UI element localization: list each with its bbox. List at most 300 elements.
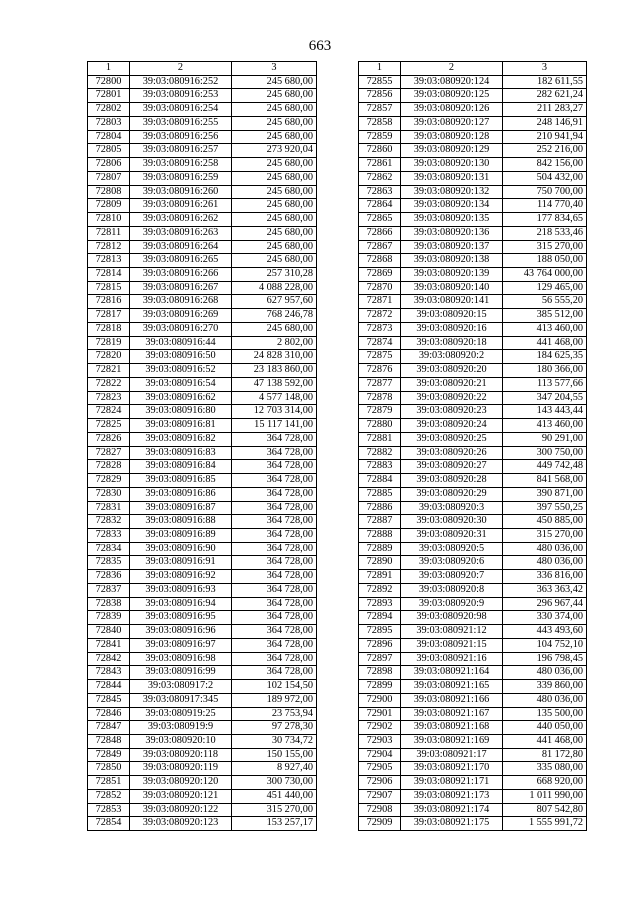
cell-row-number: 72865	[359, 213, 401, 227]
cell-value: 1 555 991,72	[503, 817, 587, 831]
table-row	[88, 254, 317, 268]
cell-value: 245 680,00	[232, 240, 317, 254]
cell-value: 218 533,46	[503, 226, 587, 240]
cell-row-number: 72823	[88, 391, 130, 405]
cell-cadastral-number: 39:03:080916:94	[130, 597, 232, 611]
cell-value: 364 728,00	[232, 460, 317, 474]
cell-value: 245 680,00	[232, 171, 317, 185]
table-row	[359, 322, 587, 336]
cell-cadastral-number: 39:03:080921:15	[401, 638, 503, 652]
cell-cadastral-number: 39:03:080916:92	[130, 570, 232, 584]
cell-cadastral-number: 39:03:080916:85	[130, 474, 232, 488]
cell-row-number: 72889	[359, 542, 401, 556]
cell-row-number: 72807	[88, 171, 130, 185]
cell-cadastral-number: 39:03:080919:25	[130, 707, 232, 721]
cell-cadastral-number: 39:03:080920:128	[401, 130, 503, 144]
cell-row-number: 72895	[359, 625, 401, 639]
table-row	[88, 281, 317, 295]
cell-cadastral-number: 39:03:080919:9	[130, 721, 232, 735]
cell-row-number: 72894	[359, 611, 401, 625]
table-row	[359, 199, 587, 213]
cell-cadastral-number: 39:03:080920:141	[401, 295, 503, 309]
cell-row-number: 72868	[359, 254, 401, 268]
registry-table-left	[87, 61, 317, 831]
cell-value: 182 611,55	[503, 75, 587, 89]
cell-cadastral-number: 39:03:080916:252	[130, 75, 232, 89]
table-row	[359, 789, 587, 803]
cell-value: 364 728,00	[232, 583, 317, 597]
cell-cadastral-number: 39:03:080921:175	[401, 817, 503, 831]
table-row	[88, 625, 317, 639]
cell-row-number: 72816	[88, 295, 130, 309]
cell-value: 97 278,30	[232, 721, 317, 735]
cell-row-number: 72906	[359, 776, 401, 790]
cell-value: 4 577 148,00	[232, 391, 317, 405]
cell-cadastral-number: 39:03:080921:167	[401, 707, 503, 721]
table-row	[359, 515, 587, 529]
cell-value: 180 366,00	[503, 364, 587, 378]
table-row	[359, 487, 587, 501]
cell-value: 15 117 141,00	[232, 419, 317, 433]
cell-cadastral-number: 39:03:080916:89	[130, 528, 232, 542]
cell-row-number: 72845	[88, 693, 130, 707]
cell-row-number: 72908	[359, 803, 401, 817]
cell-cadastral-number: 39:03:080916:84	[130, 460, 232, 474]
cell-row-number: 72867	[359, 240, 401, 254]
table-row	[88, 638, 317, 652]
cell-cadastral-number: 39:03:080916:264	[130, 240, 232, 254]
cell-value: 364 728,00	[232, 542, 317, 556]
cell-row-number: 72896	[359, 638, 401, 652]
cell-cadastral-number: 39:03:080916:82	[130, 432, 232, 446]
cell-cadastral-number: 39:03:080916:260	[130, 185, 232, 199]
table-row	[359, 185, 587, 199]
cell-value: 385 512,00	[503, 309, 587, 323]
column-header-number: 1	[359, 62, 401, 76]
cell-row-number: 72892	[359, 583, 401, 597]
table-row	[88, 707, 317, 721]
column-header-cadastral: 2	[401, 62, 503, 76]
cell-value: 451 440,00	[232, 789, 317, 803]
cell-row-number: 72850	[88, 762, 130, 776]
cell-cadastral-number: 39:03:080920:127	[401, 116, 503, 130]
cell-cadastral-number: 39:03:080916:257	[130, 144, 232, 158]
table-row	[88, 680, 317, 694]
cell-row-number: 72878	[359, 391, 401, 405]
cell-row-number: 72893	[359, 597, 401, 611]
cell-value: 24 828 310,00	[232, 350, 317, 364]
cell-value: 282 621,24	[503, 89, 587, 103]
table-row	[88, 419, 317, 433]
cell-value: 211 283,27	[503, 103, 587, 117]
cell-row-number: 72885	[359, 487, 401, 501]
cell-row-number: 72902	[359, 721, 401, 735]
cell-value: 315 270,00	[503, 240, 587, 254]
cell-row-number: 72829	[88, 474, 130, 488]
cell-cadastral-number: 39:03:080920:26	[401, 446, 503, 460]
table-row	[359, 446, 587, 460]
cell-cadastral-number: 39:03:080920:7	[401, 570, 503, 584]
cell-cadastral-number: 39:03:080920:120	[130, 776, 232, 790]
cell-row-number: 72812	[88, 240, 130, 254]
cell-row-number: 72909	[359, 817, 401, 831]
table-row	[359, 171, 587, 185]
cell-row-number: 72874	[359, 336, 401, 350]
cell-cadastral-number: 39:03:080920:20	[401, 364, 503, 378]
table-row	[359, 817, 587, 831]
table-row	[88, 295, 317, 309]
cell-value: 768 246,78	[232, 309, 317, 323]
cell-row-number: 72817	[88, 309, 130, 323]
cell-cadastral-number: 39:03:080916:265	[130, 254, 232, 268]
cell-row-number: 72860	[359, 144, 401, 158]
cell-row-number: 72862	[359, 171, 401, 185]
cell-row-number: 72891	[359, 570, 401, 584]
cell-row-number: 72819	[88, 336, 130, 350]
table-row	[88, 377, 317, 391]
cell-cadastral-number: 39:03:080916:255	[130, 116, 232, 130]
cell-cadastral-number: 39:03:080920:25	[401, 432, 503, 446]
cell-row-number: 72887	[359, 515, 401, 529]
cell-value: 81 172,80	[503, 748, 587, 762]
cell-row-number: 72805	[88, 144, 130, 158]
cell-row-number: 72822	[88, 377, 130, 391]
cell-row-number: 72841	[88, 638, 130, 652]
cell-value: 441 468,00	[503, 734, 587, 748]
cell-cadastral-number: 39:03:080920:5	[401, 542, 503, 556]
table-row	[359, 226, 587, 240]
table-row	[88, 89, 317, 103]
table-row	[359, 460, 587, 474]
cell-row-number: 72870	[359, 281, 401, 295]
table-row	[359, 501, 587, 515]
cell-row-number: 72809	[88, 199, 130, 213]
cell-row-number: 72842	[88, 652, 130, 666]
cell-cadastral-number: 39:03:080920:28	[401, 474, 503, 488]
cell-cadastral-number: 39:03:080920:8	[401, 583, 503, 597]
table-row	[88, 474, 317, 488]
cell-value: 807 542,80	[503, 803, 587, 817]
cell-cadastral-number: 39:03:080916:52	[130, 364, 232, 378]
cell-row-number: 72836	[88, 570, 130, 584]
cell-row-number: 72871	[359, 295, 401, 309]
cell-value: 177 834,65	[503, 213, 587, 227]
table-row	[359, 638, 587, 652]
cell-row-number: 72876	[359, 364, 401, 378]
cell-value: 273 920,04	[232, 144, 317, 158]
table-row	[88, 116, 317, 130]
cell-row-number: 72848	[88, 734, 130, 748]
cell-value: 102 154,50	[232, 680, 317, 694]
table-row	[88, 144, 317, 158]
cell-row-number: 72864	[359, 199, 401, 213]
cell-cadastral-number: 39:03:080917:345	[130, 693, 232, 707]
table-row	[359, 336, 587, 350]
cell-row-number: 72830	[88, 487, 130, 501]
cell-row-number: 72904	[359, 748, 401, 762]
cell-cadastral-number: 39:03:080920:27	[401, 460, 503, 474]
cell-value: 47 138 592,00	[232, 377, 317, 391]
cell-cadastral-number: 39:03:080916:267	[130, 281, 232, 295]
cell-value: 245 680,00	[232, 116, 317, 130]
cell-value: 245 680,00	[232, 185, 317, 199]
table-row	[88, 268, 317, 282]
cell-row-number: 72851	[88, 776, 130, 790]
cell-value: 245 680,00	[232, 158, 317, 172]
cell-value: 364 728,00	[232, 611, 317, 625]
table-row	[359, 89, 587, 103]
cell-cadastral-number: 39:03:080916:97	[130, 638, 232, 652]
cell-cadastral-number: 39:03:080920:140	[401, 281, 503, 295]
cell-cadastral-number: 39:03:080916:268	[130, 295, 232, 309]
table-row	[359, 803, 587, 817]
cell-cadastral-number: 39:03:080920:16	[401, 322, 503, 336]
cell-cadastral-number: 39:03:080916:88	[130, 515, 232, 529]
table-row	[88, 762, 317, 776]
cell-row-number: 72853	[88, 803, 130, 817]
cell-row-number: 72804	[88, 130, 130, 144]
cell-cadastral-number: 39:03:080916:90	[130, 542, 232, 556]
table-row	[359, 158, 587, 172]
table-row	[88, 542, 317, 556]
cell-value: 330 374,00	[503, 611, 587, 625]
cell-row-number: 72827	[88, 446, 130, 460]
cell-value: 56 555,20	[503, 295, 587, 309]
table-row	[359, 680, 587, 694]
cell-row-number: 72856	[359, 89, 401, 103]
cell-value: 8 927,40	[232, 762, 317, 776]
table-row	[88, 597, 317, 611]
cell-cadastral-number: 39:03:080916:99	[130, 666, 232, 680]
cell-row-number: 72820	[88, 350, 130, 364]
cell-value: 842 156,00	[503, 158, 587, 172]
cell-value: 364 728,00	[232, 570, 317, 584]
cell-value: 43 764 000,00	[503, 268, 587, 282]
column-header-number: 1	[88, 62, 130, 76]
registry-table-right	[358, 61, 587, 831]
cell-value: 480 036,00	[503, 666, 587, 680]
cell-cadastral-number: 39:03:080920:9	[401, 597, 503, 611]
cell-value: 364 728,00	[232, 652, 317, 666]
cell-row-number: 72869	[359, 268, 401, 282]
cell-row-number: 72907	[359, 789, 401, 803]
cell-value: 364 728,00	[232, 515, 317, 529]
cell-value: 114 770,40	[503, 199, 587, 213]
cell-cadastral-number: 39:03:080920:30	[401, 515, 503, 529]
table-row	[359, 474, 587, 488]
cell-value: 443 493,60	[503, 625, 587, 639]
table-row	[359, 213, 587, 227]
cell-cadastral-number: 39:03:080916:269	[130, 309, 232, 323]
cell-value: 252 216,00	[503, 144, 587, 158]
cell-value: 363 363,42	[503, 583, 587, 597]
cell-row-number: 72835	[88, 556, 130, 570]
cell-row-number: 72833	[88, 528, 130, 542]
table-row	[88, 748, 317, 762]
table-row	[359, 405, 587, 419]
cell-cadastral-number: 39:03:080920:126	[401, 103, 503, 117]
table-row	[88, 528, 317, 542]
cell-cadastral-number: 39:03:080916:87	[130, 501, 232, 515]
cell-value: 440 050,00	[503, 721, 587, 735]
cell-cadastral-number: 39:03:080920:23	[401, 405, 503, 419]
table-row	[359, 707, 587, 721]
table-row	[359, 652, 587, 666]
cell-cadastral-number: 39:03:080920:125	[401, 89, 503, 103]
table-row	[359, 309, 587, 323]
cell-row-number: 72825	[88, 419, 130, 433]
table-row	[359, 556, 587, 570]
cell-cadastral-number: 39:03:080920:122	[130, 803, 232, 817]
table-row	[88, 734, 317, 748]
cell-value: 104 752,10	[503, 638, 587, 652]
cell-value: 364 728,00	[232, 666, 317, 680]
table-row	[88, 776, 317, 790]
cell-value: 196 798,45	[503, 652, 587, 666]
cell-row-number: 72826	[88, 432, 130, 446]
cell-value: 188 050,00	[503, 254, 587, 268]
cell-value: 248 146,91	[503, 116, 587, 130]
cell-row-number: 72900	[359, 693, 401, 707]
cell-row-number: 72832	[88, 515, 130, 529]
table-row	[359, 597, 587, 611]
cell-value: 627 957,60	[232, 295, 317, 309]
table-row	[359, 281, 587, 295]
cell-value: 504 432,00	[503, 171, 587, 185]
cell-value: 12 703 314,00	[232, 405, 317, 419]
table-row	[359, 350, 587, 364]
cell-value: 245 680,00	[232, 226, 317, 240]
table-header-row	[88, 62, 317, 76]
table-row	[359, 144, 587, 158]
column-header-value: 3	[503, 62, 587, 76]
cell-cadastral-number: 39:03:080916:266	[130, 268, 232, 282]
cell-row-number: 72824	[88, 405, 130, 419]
cell-cadastral-number: 39:03:080920:131	[401, 171, 503, 185]
table-row	[88, 583, 317, 597]
cell-row-number: 72840	[88, 625, 130, 639]
cell-cadastral-number: 39:03:080920:134	[401, 199, 503, 213]
table-row	[88, 803, 317, 817]
cell-row-number: 72873	[359, 322, 401, 336]
cell-row-number: 72858	[359, 116, 401, 130]
cell-cadastral-number: 39:03:080916:93	[130, 583, 232, 597]
table-row	[88, 693, 317, 707]
cell-cadastral-number: 39:03:080917:2	[130, 680, 232, 694]
cell-value: 364 728,00	[232, 528, 317, 542]
cell-row-number: 72839	[88, 611, 130, 625]
cell-row-number: 72838	[88, 597, 130, 611]
cell-value: 153 257,17	[232, 817, 317, 831]
cell-value: 336 816,00	[503, 570, 587, 584]
cell-value: 480 036,00	[503, 542, 587, 556]
cell-cadastral-number: 39:03:080920:10	[130, 734, 232, 748]
cell-cadastral-number: 39:03:080916:96	[130, 625, 232, 639]
cell-row-number: 72880	[359, 419, 401, 433]
cell-cadastral-number: 39:03:080921:166	[401, 693, 503, 707]
cell-value: 245 680,00	[232, 213, 317, 227]
cell-row-number: 72857	[359, 103, 401, 117]
cell-value: 245 680,00	[232, 322, 317, 336]
cell-value: 300 750,00	[503, 446, 587, 460]
cell-cadastral-number: 39:03:080921:17	[401, 748, 503, 762]
table-row	[88, 226, 317, 240]
cell-cadastral-number: 39:03:080916:258	[130, 158, 232, 172]
cell-row-number: 72814	[88, 268, 130, 282]
cell-cadastral-number: 39:03:080920:31	[401, 528, 503, 542]
table-row	[359, 693, 587, 707]
table-row	[359, 734, 587, 748]
cell-value: 245 680,00	[232, 254, 317, 268]
cell-value: 480 036,00	[503, 556, 587, 570]
table-row	[359, 611, 587, 625]
cell-value: 315 270,00	[503, 528, 587, 542]
table-row	[359, 377, 587, 391]
cell-row-number: 72818	[88, 322, 130, 336]
cell-cadastral-number: 39:03:080916:83	[130, 446, 232, 460]
cell-row-number: 72849	[88, 748, 130, 762]
table-row	[359, 542, 587, 556]
cell-cadastral-number: 39:03:080921:169	[401, 734, 503, 748]
table-row	[88, 789, 317, 803]
cell-cadastral-number: 39:03:080920:18	[401, 336, 503, 350]
table-row	[88, 501, 317, 515]
cell-cadastral-number: 39:03:080920:21	[401, 377, 503, 391]
table-row	[359, 254, 587, 268]
cell-row-number: 72831	[88, 501, 130, 515]
table-row	[359, 570, 587, 584]
cell-cadastral-number: 39:03:080916:80	[130, 405, 232, 419]
cell-row-number: 72884	[359, 474, 401, 488]
cell-cadastral-number: 39:03:080916:253	[130, 89, 232, 103]
cell-value: 364 728,00	[232, 446, 317, 460]
cell-row-number: 72859	[359, 130, 401, 144]
cell-cadastral-number: 39:03:080920:119	[130, 762, 232, 776]
table-row	[88, 515, 317, 529]
table-row	[88, 336, 317, 350]
table-row	[88, 158, 317, 172]
cell-row-number: 72844	[88, 680, 130, 694]
cell-cadastral-number: 39:03:080920:135	[401, 213, 503, 227]
cell-cadastral-number: 39:03:080920:2	[401, 350, 503, 364]
cell-row-number: 72890	[359, 556, 401, 570]
table-row	[88, 460, 317, 474]
cell-row-number: 72882	[359, 446, 401, 460]
table-row	[88, 309, 317, 323]
cell-row-number: 72863	[359, 185, 401, 199]
cell-cadastral-number: 39:03:080916:44	[130, 336, 232, 350]
cell-value: 441 468,00	[503, 336, 587, 350]
cell-value: 23 753,94	[232, 707, 317, 721]
cell-value: 210 941,94	[503, 130, 587, 144]
cell-row-number: 72897	[359, 652, 401, 666]
cell-row-number: 72854	[88, 817, 130, 831]
cell-value: 339 860,00	[503, 680, 587, 694]
cell-value: 23 183 860,00	[232, 364, 317, 378]
cell-row-number: 72883	[359, 460, 401, 474]
column-header-value: 3	[232, 62, 317, 76]
cell-value: 413 460,00	[503, 322, 587, 336]
cell-row-number: 72855	[359, 75, 401, 89]
cell-value: 184 625,35	[503, 350, 587, 364]
table-row	[88, 75, 317, 89]
table-row	[359, 432, 587, 446]
table-row	[88, 652, 317, 666]
cell-row-number: 72898	[359, 666, 401, 680]
cell-value: 397 550,25	[503, 501, 587, 515]
table-row	[88, 240, 317, 254]
cell-cadastral-number: 39:03:080916:256	[130, 130, 232, 144]
